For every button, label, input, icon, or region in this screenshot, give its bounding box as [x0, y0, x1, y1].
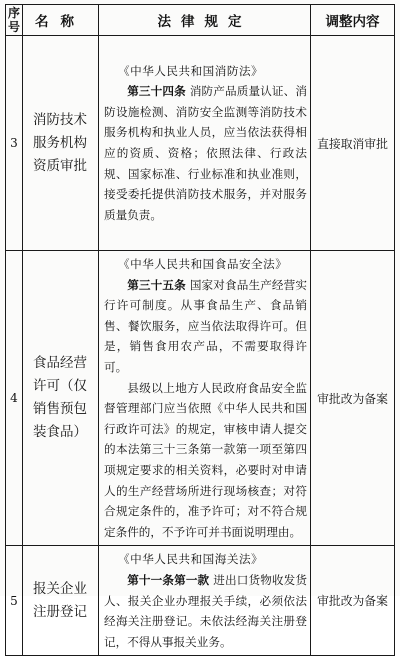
adjustment-content: 审批改为备案 [311, 546, 395, 656]
header-serial-number [6, 5, 23, 36]
article-paragraph [104, 570, 307, 652]
article-number: 第三十四条 [127, 84, 186, 99]
article-text: 国家对食品生产经营实行许可制度。从事食品生产、食品销售、餐饮服务，应当依法取得许可。但是，销售食用农产品，不需要取得许可。 [104, 277, 307, 374]
regulation-table [5, 4, 395, 656]
item-name: 报关企业注册登记 [23, 546, 99, 656]
row-number: 4 [6, 251, 23, 546]
table-header-row [6, 5, 395, 36]
table-row [6, 546, 395, 656]
article-text: 消防产品质量认证、消防设施检测、消防安全监测等消防技术服务机构和执业人员，应当依法获得相应的资质、资格；依照法律、行政法规、国家标准、行业标准和执业准则，接受委托提供消防技术服务，并对服务质量负责。 [104, 84, 307, 222]
item-name: 食品经营许可（仅销售预包装食品） [23, 251, 99, 546]
law-source: 《中华人民共和国消防法》 [118, 63, 264, 78]
row-number: 3 [6, 36, 23, 251]
adjustment-content: 直接取消审批 [311, 36, 395, 251]
header-adjustment: 调整内容 [311, 5, 395, 36]
adjustment-content: 审批改为备案 [311, 251, 395, 546]
article-number: 第十一条第一款 [127, 572, 210, 587]
header-legal-provision: 法律规定 [99, 5, 311, 36]
article-number: 第三十五条 [127, 277, 186, 292]
item-name: 消防技术服务机构资质审批 [23, 36, 99, 251]
article-paragraph [104, 81, 307, 225]
header-serial-bottom: 号 [7, 20, 20, 34]
article-paragraph [104, 275, 307, 378]
article-paragraph-2: 县级以上地方人民政府食品安全监督管理部门应当依照《中华人民共和国行政许可法》的规定，审核申请人提交的本法第三十三条第一款第一项至第四项规定要求的相关资料，必要时对申请人的生产经营场所进行现场核查；对符合规定条件的，准予许可；对不符合规定条件的，不予许可并书面说明理由。 [104, 380, 307, 539]
table-row [6, 251, 395, 546]
legal-provision [99, 36, 311, 251]
table-row [6, 36, 395, 251]
header-name: 名称 [23, 5, 99, 36]
law-source: 《中华人民共和国食品安全法》 [118, 257, 288, 271]
legal-provision [99, 251, 311, 546]
article-text: 进出口货物收发货人、报关企业办理报关手续，必须依法经海关注册登记。未依法经海关注册登记，不得从事报关业务。 [104, 572, 307, 649]
header-serial-top: 序 [7, 6, 20, 20]
law-source: 《中华人民共和国海关法》 [118, 552, 264, 567]
legal-provision [99, 546, 311, 656]
row-number: 5 [6, 546, 23, 656]
